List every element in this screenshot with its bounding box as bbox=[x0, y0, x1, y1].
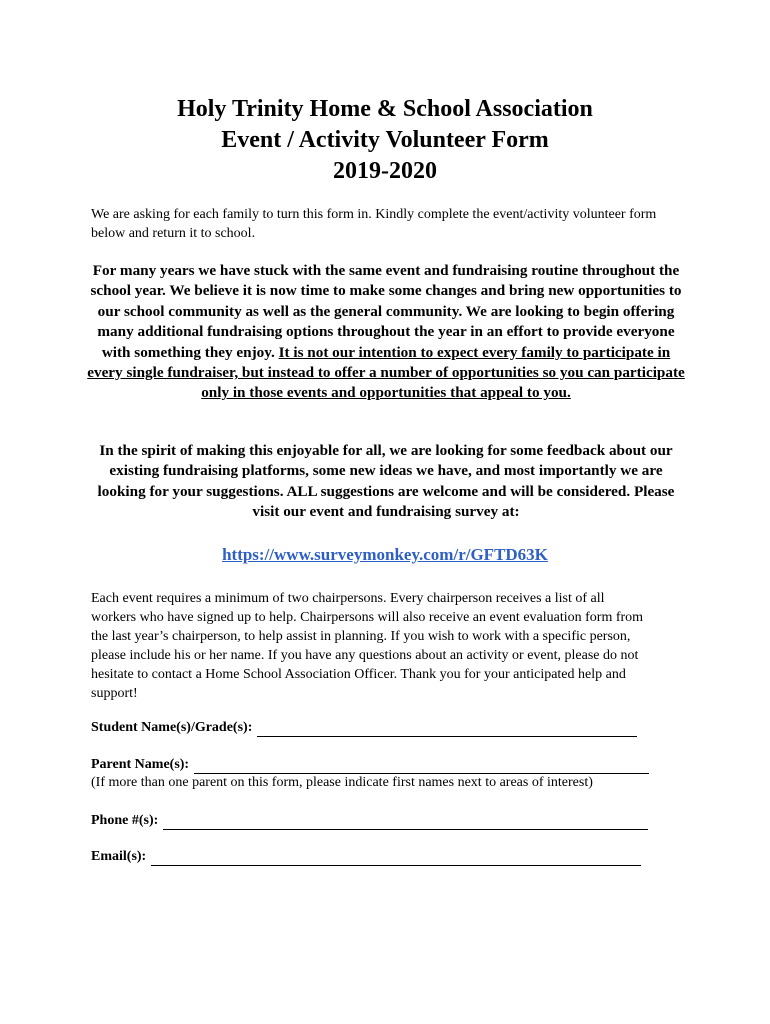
phone-blank[interactable] bbox=[163, 815, 648, 830]
title-line-organization: Holy Trinity Home & School Association bbox=[177, 96, 593, 122]
parent-name-blank[interactable] bbox=[194, 759, 649, 774]
routine-paragraph bbox=[86, 261, 686, 404]
routine-paragraph-text: For many years we have stuck with the same event and fundraising routine throughout the school year. We believe it is now time to make some changes and bring new opportunities to our school community as well as the general community. We are looking to begin offering many additional fundraising options throughout the year in an effort to provide everyone with something they enjoy. bbox=[90, 262, 682, 361]
title-line-year: 2019-2020 bbox=[333, 158, 437, 184]
form-title bbox=[0, 94, 770, 187]
student-name-field[interactable] bbox=[91, 718, 637, 737]
parent-name-note: (If more than one parent on this form, please indicate first names next to areas of interest) bbox=[91, 775, 593, 790]
student-name-blank[interactable] bbox=[257, 722, 637, 737]
parent-name-label: Parent Name(s): bbox=[91, 757, 190, 772]
student-name-label: Student Name(s)/Grade(s): bbox=[91, 720, 253, 735]
routine-paragraph-underlined: It is not our intention to expect every family to participate in every single fundraiser, but instead to offer a number of opportunities so you can participate only in those events and opportunities that appeal to you. bbox=[87, 343, 685, 402]
email-blank[interactable] bbox=[151, 851, 641, 866]
parent-name-field[interactable] bbox=[91, 755, 649, 774]
feedback-paragraph: In the spirit of making this enjoyable for all, we are looking for some feedback about our existing fundraising platforms, some new ideas we have, and most importantly we are looking for your suggestions. ALL suggestions are welcome and will be considered. Please visit our event and fundraising survey at: bbox=[97, 442, 675, 521]
email-label: Email(s): bbox=[91, 849, 147, 864]
phone-label: Phone #(s): bbox=[91, 813, 159, 828]
survey-link[interactable]: https://www.surveymonkey.com/r/GFTD63K bbox=[222, 545, 548, 564]
phone-field[interactable] bbox=[91, 811, 648, 830]
title-line-form-name: Event / Activity Volunteer Form bbox=[221, 127, 549, 153]
email-field[interactable] bbox=[91, 847, 641, 866]
intro-paragraph: We are asking for each family to turn this form in. Kindly complete the event/activity volunteer form below and return it to school. bbox=[91, 207, 657, 241]
chairperson-paragraph: Each event requires a minimum of two chairpersons. Every chairperson receives a list of all workers who have signed up to help. Chairpersons will also receive an event evaluation form from the last year’s chairperson, to help assist in planning. If you wish to work with a specific person, please include his or her name. If you have any questions about an activity or event, please do not hesitate to contact a Home School Association Officer. Thank you for your anticipated help and support! bbox=[91, 591, 644, 701]
